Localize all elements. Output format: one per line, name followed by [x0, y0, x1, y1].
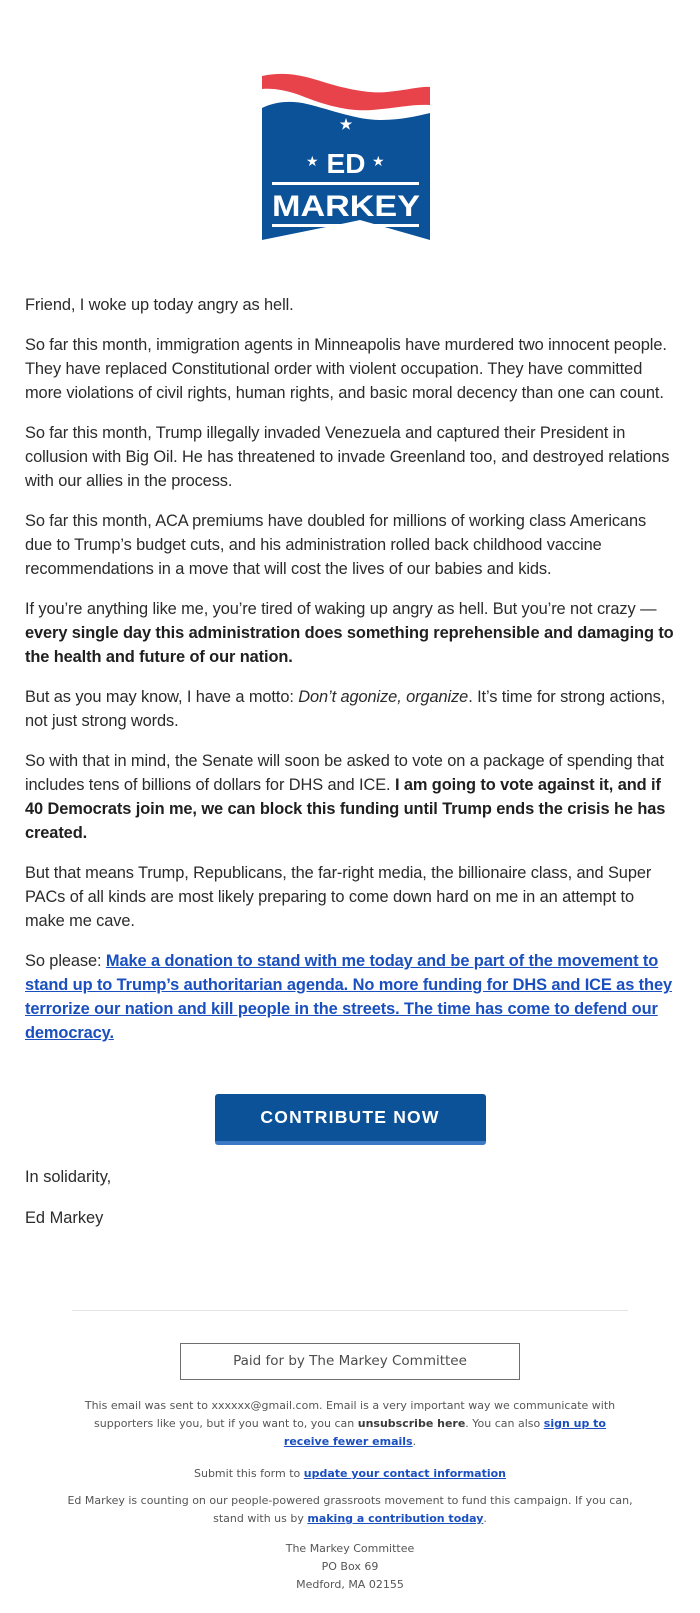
paid-for-disclaimer: Paid for by The Markey Committee [180, 1343, 520, 1380]
grassroots-text: Ed Markey is counting on our people-powered grassroots movement to fund this campaign. If you can, stand with us by [67, 1494, 633, 1525]
notice-text-d: . [412, 1435, 417, 1448]
recipient-email: xxxxxx@gmail.com [211, 1399, 320, 1412]
notice-text-b: . Email is a very important way we communicate with supporters like you, but if you want to, you can [94, 1399, 616, 1430]
address-line-1: The Markey Committee [285, 1542, 415, 1555]
address-line-2: PO Box 69 [321, 1560, 379, 1573]
contribute-now-button[interactable]: CONTRIBUTE NOW [215, 1094, 486, 1145]
donate-intro: So please: [25, 952, 106, 970]
motto-italic: Don’t agonize, organize [298, 688, 469, 706]
greeting: Friend, I woke up today angry as hell. [25, 296, 294, 314]
paragraph-angry [25, 597, 675, 669]
donation-link[interactable]: Make a donation to stand with me today and be part of the movement to stand up to Trump’s authoritarian agenda. No more funding for DHS and ICE as they terrorize our nation and kill people in the streets. The time has come to defend our democracy. [25, 952, 672, 1042]
footer-divider [72, 1310, 628, 1311]
svg-text:ED: ED [326, 148, 366, 179]
campaign-logo [262, 56, 430, 240]
mailing-address [0, 1540, 700, 1594]
svg-text:★: ★ [339, 116, 353, 132]
signoff [25, 1165, 111, 1247]
svg-text:MARKEY: MARKEY [272, 190, 420, 223]
notice-text-c: . You can also [465, 1417, 544, 1430]
paragraph-angry-bold: every single day this administration does something reprehensible and damaging to the health and future of our nation. [25, 624, 674, 666]
paragraph-minneapolis: So far this month, immigration agents in Minneapolis have murdered two innocent people. They have replaced Constitutional order with violent occupation. They have committed more violations of civil rights, human rights, and basic moral decency than one can count. [25, 336, 667, 402]
signature: Ed Markey [25, 1209, 104, 1227]
vote-bold: I am going to vote against it, and if 40 Democrats join me, we can block this funding until Trump ends the crisis he has created. [25, 776, 666, 842]
vote-text: So with that in mind, the Senate will soon be asked to vote on a package of spending that includes tens of billions of dollars for DHS and ICE. [25, 752, 664, 794]
footer-update-info [0, 1465, 700, 1483]
paragraph-vote [25, 749, 675, 845]
footer [0, 1343, 700, 1594]
paragraph-cave: But that means Trump, Republicans, the far-right media, the billionaire class, and Super PACs of all kinds are most likely preparing to come down hard on me in an attempt to make me cave. [25, 864, 652, 930]
email-body [25, 293, 675, 1061]
paragraph-motto [25, 685, 675, 733]
paragraph-venezuela: So far this month, Trump illegally invaded Venezuela and captured their President in collusion with Big Oil. He has threatened to invade Greenland too, and destroyed relations with our allies in the process. [25, 424, 670, 490]
unsubscribe-link[interactable]: unsubscribe here [357, 1417, 466, 1430]
signoff-line: In solidarity, [25, 1168, 112, 1186]
notice-text-a: This email was sent to [84, 1399, 212, 1412]
fewer-emails-link[interactable]: sign up to receive fewer emails [283, 1417, 606, 1448]
footer-grassroots [60, 1492, 640, 1528]
paragraph-donate [25, 949, 675, 1045]
cta-container [0, 1094, 700, 1145]
footer-email-notice [70, 1397, 630, 1451]
svg-text:★: ★ [372, 153, 385, 169]
motto-intro: But as you may know, I have a motto: [25, 688, 299, 706]
paragraph-angry-text: If you’re anything like me, you’re tired of waking up angry as hell. But you’re not crazy — [25, 600, 657, 618]
paragraph-aca: So far this month, ACA premiums have doubled for millions of working class Americans due to Trump’s budget cuts, and his administration rolled back childhood vaccine recommendations in a move that will cost the lives of our babies and kids. [25, 512, 647, 578]
contribution-today-link[interactable]: making a contribution today [307, 1512, 484, 1525]
logo-flag-icon [262, 56, 430, 240]
update-contact-link[interactable]: update your contact information [303, 1467, 506, 1480]
grassroots-end: . [483, 1512, 487, 1525]
motto-outro: . It’s time for strong actions, not just strong words. [25, 688, 666, 730]
svg-text:★: ★ [306, 153, 319, 169]
update-text: Submit this form to [193, 1467, 304, 1480]
address-line-3: Medford, MA 02155 [296, 1578, 404, 1591]
